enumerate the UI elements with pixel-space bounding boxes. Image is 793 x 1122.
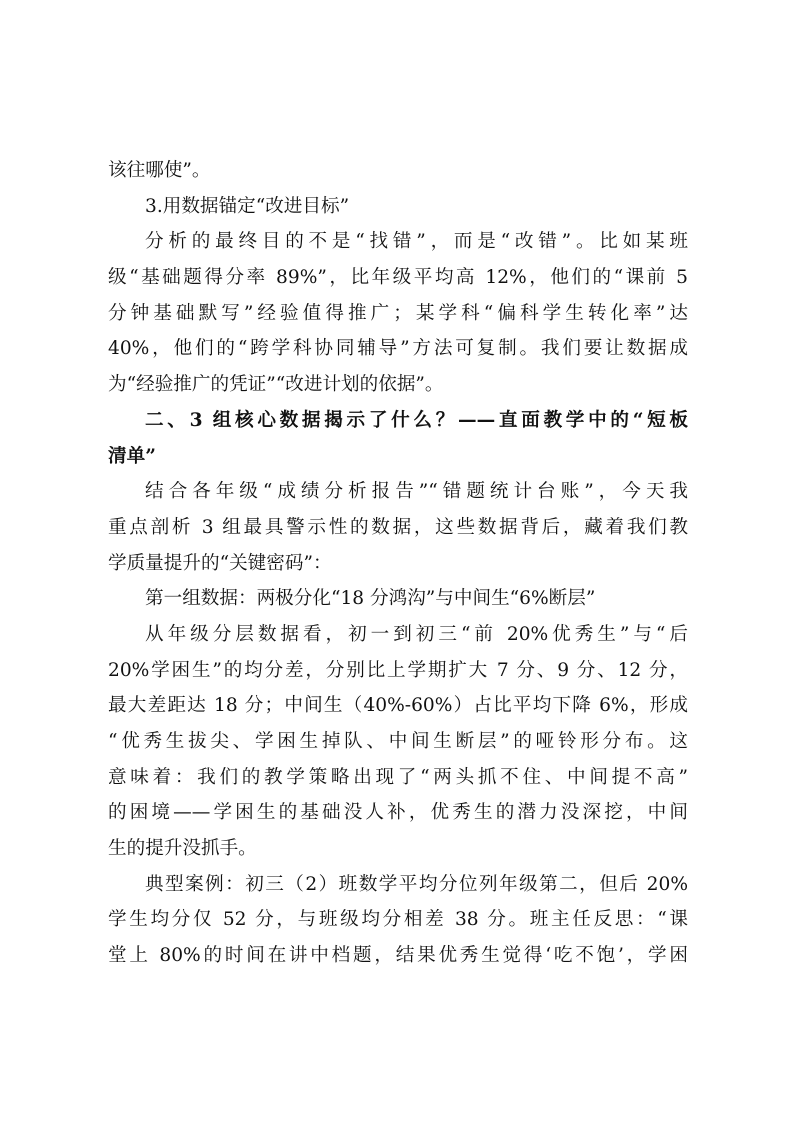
text-line-6: 40%，他们的“跨学科协同辅导”方法可复制。我们要让数据成: [108, 338, 688, 360]
text-line-16: 最大差距达 18 分；中间生（40%-60%）占比平均下降 6%，形成: [108, 695, 688, 717]
text-line-15: 20%学困生”的均分差，分别比上学期扩大 7 分、9 分、12 分，: [108, 659, 688, 681]
text-line-21: 典型案例：初三（2）班数学平均分位列年级第二，但后 20%: [145, 873, 688, 895]
text-line-4: 级“基础题得分率 89%”，比年级平均高 12%，他们的“课前 5: [108, 267, 688, 289]
text-line-20: 生的提升没抓手。: [108, 838, 257, 860]
text-line-5: 分钟基础默写”经验值得推广；某学科“偏科学生转化率”达: [108, 302, 688, 324]
text-line-23: 堂上 80%的时间在讲中档题，结果优秀生觉得‘吃不饱’，学困: [108, 945, 688, 967]
section-heading-2-line-2: 清单”: [108, 445, 156, 467]
section-heading-2-line-1: 二、3 组核心数据揭示了什么？——直面教学中的“短板: [145, 409, 688, 431]
data-group-1-heading: 第一组数据：两极分化“18 分鸿沟”与中间生“6%断层”: [145, 588, 596, 610]
text-line-17: “优秀生拔尖、学困生掉队、中间生断层”的哑铃形分布。这: [108, 731, 688, 752]
text-line-22: 学生均分仅 52 分，与班级均分相差 38 分。班主任反思：“课: [108, 909, 688, 931]
section-subheading-3: 3.用数据锚定“改进目标”: [145, 195, 350, 217]
text-line-10: 结合各年级“成绩分析报告”“错题统计台账”，今天我: [145, 481, 688, 503]
text-line-11: 重点剖析 3 组最具警示性的数据，这些数据背后，藏着我们教: [108, 516, 688, 538]
text-line-14: 从年级分层数据看，初一到初三“前 20%优秀生”与“后: [145, 623, 688, 645]
text-line-1: 该往哪使”。: [108, 160, 211, 181]
text-line-18: 意味着：我们的教学策略出现了“两头抓不住、中间提不高”: [108, 766, 688, 788]
document-body: [108, 153, 688, 974]
text-line-12: 学质量提升的“关键密码”：: [108, 552, 332, 574]
text-line-19: 的困境——学困生的基础没人补，优秀生的潜力没深挖，中间: [108, 802, 688, 824]
text-line-3: 分析的最终目的不是“找错”，而是“改错”。比如某班: [145, 231, 688, 253]
text-line-7: 为“经验推广的凭证”“改进计划的依据”。: [108, 374, 444, 396]
